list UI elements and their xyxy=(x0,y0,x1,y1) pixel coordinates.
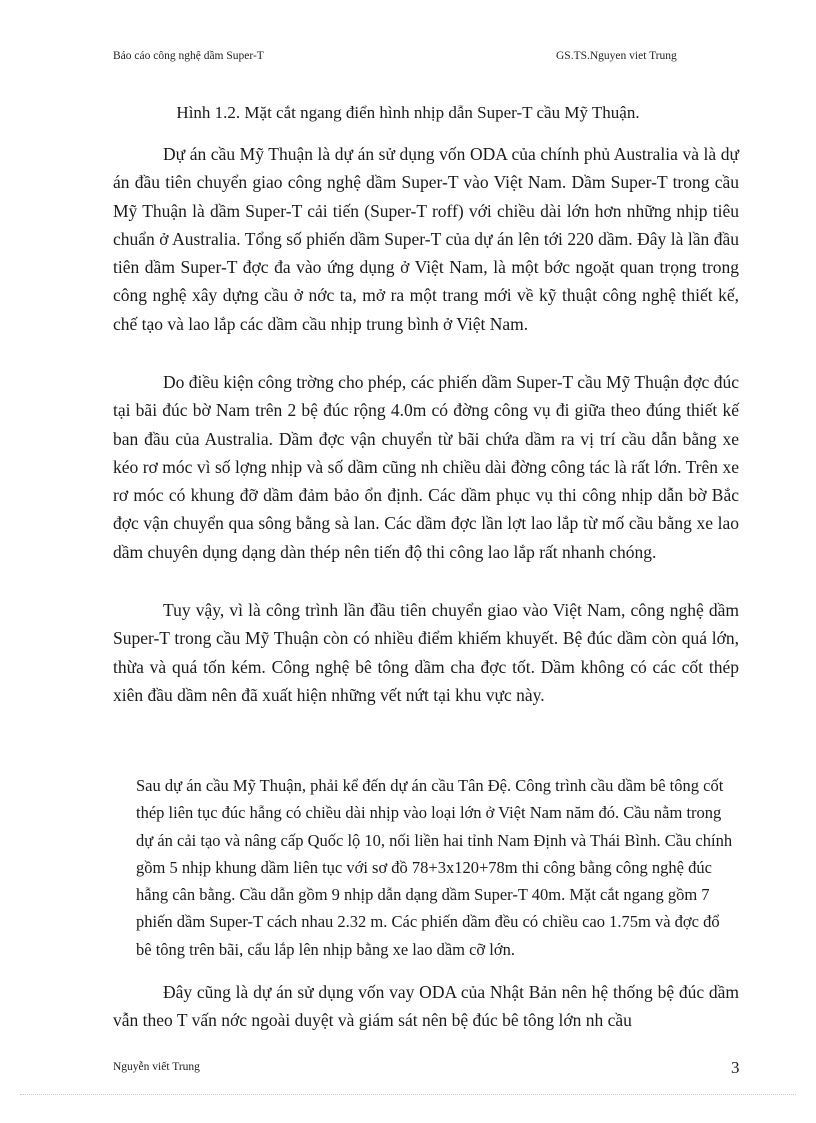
header-title: Báo cáo công nghệ dầm Super-T xyxy=(113,50,264,62)
page-number: 3 xyxy=(731,1058,740,1077)
paragraph-oda-japan: Đây cũng là dự án sử dụng vốn vay ODA của Nhật Bản nên hệ thống bệ đúc dầm vẫn theo T vấn nớc ngoài duyệt và giám sát nên bệ đúc bê tông lớn nh cầu xyxy=(113,982,739,1031)
header-author: GS.TS.Nguyen viet Trung xyxy=(556,50,677,62)
paragraph-my-thuan-intro: Dự án cầu Mỹ Thuận là dự án sử dụng vốn ODA của chính phủ Australia và là dự án đầu tiên chuyển giao công nghệ dầm Super-T vào Việt Nam. Dầm Super-T trong cầu Mỹ Thuận là dầm Super-T cải tiến (Super-T roff) với chiều dài lớn hơn những nhịp tiêu chuẩn ở Australia. Tổng số phiến dầm Super-T của dự án lên tới 220 dầm. Đây là lần đầu tiên dầm Super-T đợc đa vào ứng dụng ở Việt Nam, là một bớc ngoặt quan trọng trong công nghệ xây dựng cầu ở nớc ta, mở ra một trang mới về kỹ thuật công nghệ thiết kế, chế tạo và lao lắp các dầm cầu nhịp trung bình ở Việt Nam. xyxy=(113,144,739,334)
paragraph-casting-transport: Do điều kiện công trờng cho phép, các phiến dầm Super-T cầu Mỹ Thuận đợc đúc tại bãi đúc bờ Nam trên 2 bệ đúc rộng 4.0m có đờng công vụ đi giữa theo đúng thiết kế ban đầu của Australia. Dầm đợc vận chuyển từ bãi chứa dầm ra vị trí cầu dẫn bằng xe kéo rơ móc vì số lợng nhịp và số dầm cũng nh chiều dài đờng công tác là rất lớn. Trên xe rơ móc có khung đỡ dầm đảm bảo ổn định. Các dầm phục vụ thi công nhịp dẫn bờ Bắc đợc vận chuyển qua sông bằng sà lan. Các dầm đợc lần lợt lao lắp từ mố cầu bằng xe lao dầm chuyên dụng dạng dàn thép nên tiến độ thi công lao lắp rất nhanh chóng. xyxy=(113,372,739,562)
footer-author: Nguyễn viết Trung xyxy=(113,1061,200,1073)
paragraph-shortcomings: Tuy vậy, vì là công trình lần đầu tiên chuyển giao vào Việt Nam, công nghệ dầm Super-T trong cầu Mỹ Thuận còn có nhiều điểm khiếm khuyết. Bệ đúc dầm còn quá lớn, thừa và quá tốn kém. Công nghệ bê tông dầm cha đợc tốt. Dầm không có các cốt thép xiên đầu dầm nên đã xuất hiện những vết nứt tại khu vực này. xyxy=(113,600,739,705)
paragraph-tan-de-bridge: Sau dự án cầu Mỹ Thuận, phải kể đến dự án cầu Tân Đệ. Công trình cầu dầm bê tông cốt thép liên tục đúc hẫng có chiều dài nhịp vào loại lớn ở Việt Nam năm đó. Cầu nằm trong dự án cải tạo và nâng cấp Quốc lộ 10, nối liền hai tỉnh Nam Định và Thái Bình. Cầu chính gồm 5 nhịp khung dầm liên tục với sơ đồ 78+3x120+78m thi công bằng công nghệ đúc hẫng cân bằng. Cầu dẫn gồm 9 nhịp dẫn dạng dầm Super-T 40m. Mặt cắt ngang gồm 7 phiến dầm Super-T cách nhau 2.32 m. Các phiến dầm đều có chiều cao 1.75m và đợc đổ bê tông trên bãi, cẩu lắp lên nhịp bằng xe lao dầm cỡ lớn. xyxy=(136,776,733,959)
figure-caption: Hình 1.2. Mặt cắt ngang điển hình nhịp dẫn Super-T cầu Mỹ Thuận. xyxy=(176,103,640,122)
footer-divider xyxy=(20,1094,796,1095)
